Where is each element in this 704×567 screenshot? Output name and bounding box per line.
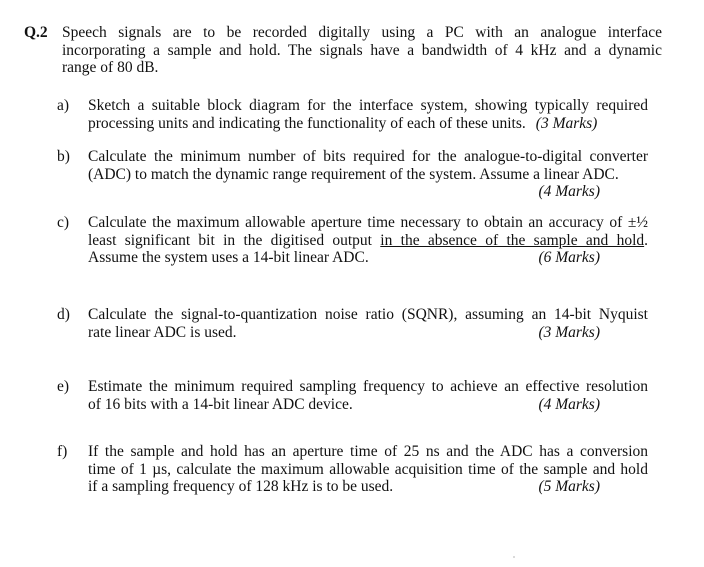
question-intro-line: range of 80 dB. — [62, 59, 159, 77]
part-f-text — [88, 443, 648, 496]
part-b-text — [88, 148, 648, 201]
question-intro-line: Speech signals are to be recorded digitally using a PC with an analogue interface — [62, 24, 662, 41]
part-d-text — [88, 306, 648, 341]
part-label: d) — [57, 306, 70, 323]
part-line-text: of 16 bits with a 14-bit linear ADC device. — [88, 395, 353, 413]
scan-speck — [513, 556, 515, 558]
part-line — [88, 249, 648, 267]
part-line-text: rate linear ADC is used. — [88, 323, 237, 341]
part-line — [88, 115, 648, 133]
part-line: Calculate the minimum number of bits required for the analogue-to-digital converter — [88, 148, 648, 165]
part-line — [88, 396, 648, 414]
part-label: e) — [57, 378, 70, 395]
part-line: (ADC) to match the dynamic range requirement of the system. Assume a linear ADC. — [88, 165, 619, 183]
part-line — [88, 232, 648, 250]
marks-label: (4 Marks) — [538, 395, 600, 413]
part-c-text — [88, 214, 648, 267]
part-line-text: least significant bit in the digitised output — [88, 231, 381, 249]
marks-label: (6 Marks) — [538, 249, 600, 267]
part-e-text — [88, 378, 648, 413]
marks-label: (3 Marks) — [538, 323, 600, 341]
part-line: time of 1 µs, calculate the maximum allowable acquisition time of the sample and hold — [88, 460, 648, 478]
question-number: Q.2 — [24, 24, 48, 41]
part-line — [88, 478, 648, 496]
underlined-phrase: in the absence of the sample and hold — [380, 231, 645, 249]
marks-label: (4 Marks) — [538, 183, 600, 201]
part-line: If the sample and hold has an aperture time of 25 ns and the ADC has a conversion — [88, 443, 648, 460]
part-line — [88, 324, 648, 342]
part-a-text — [88, 97, 648, 132]
part-label: f) — [57, 443, 68, 460]
part-label: a) — [57, 97, 70, 114]
marks-label: (3 Marks) — [535, 114, 598, 132]
question-intro — [62, 24, 662, 77]
part-line: Calculate the maximum allowable aperture time necessary to obtain an accuracy of ±½ — [88, 214, 648, 231]
part-line-text: processing units and indicating the functionality of each of these units. — [88, 114, 526, 132]
part-label: c) — [57, 214, 70, 231]
part-line: Sketch a suitable block diagram for the interface system, showing typically required — [88, 97, 648, 114]
part-line-text: . — [644, 231, 648, 249]
marks-label: (5 Marks) — [538, 478, 600, 496]
part-label: b) — [57, 148, 70, 165]
part-line: Calculate the signal-to-quantization noise ratio (SQNR), assuming an 14-bit Nyquist — [88, 306, 648, 323]
part-line-text: Assume the system uses a 14-bit linear ADC. — [88, 249, 369, 267]
part-line-text: if a sampling frequency of 128 kHz is to be used. — [88, 478, 394, 496]
question-intro-line: incorporating a sample and hold. The signals have a bandwidth of 4 kHz and a dynamic — [62, 41, 662, 59]
part-line: Estimate the minimum required sampling frequency to achieve an effective resolution — [88, 378, 648, 395]
